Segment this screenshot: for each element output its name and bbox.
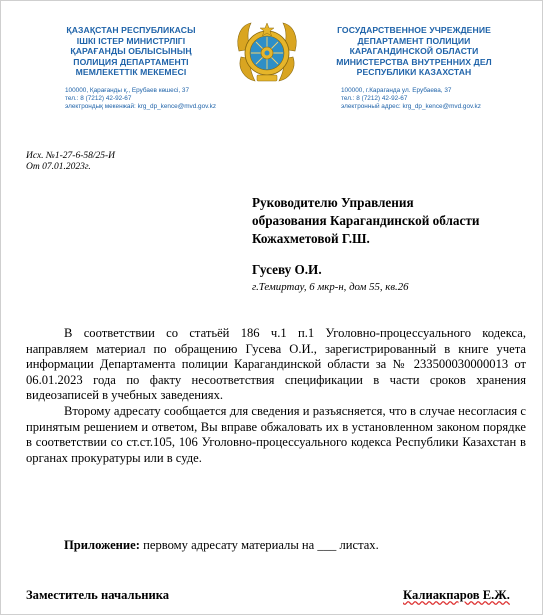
address-line: тел.: 8 (7212) 42-92-67 [341, 95, 408, 102]
address-line: тел.: 8 (7212) 42-92-67 [65, 95, 132, 102]
header-right-org [314, 25, 514, 78]
body-paragraph: Второму адресату сообщается для сведения и разъясняется, что в случае несогласия с принятым решением и ответом, Вы вправе обжаловать их в установленном законом порядке в соответствии со ст.ст.105, 106 Уголовно-процессуального кодекса Республики Казахстан в органах прокуратуры или в суде. [26, 403, 526, 465]
header-right-line: РЕСПУБЛИКИ КАЗАХСТАН [356, 67, 472, 78]
recipient-name: Гусеву О.И. [252, 262, 322, 277]
recipient-primary [252, 194, 479, 248]
address-line: электронный адрес: krg_dp_kence@mvd.gov.kz [341, 103, 481, 110]
signatory-name: Калиакпаров Е.Ж. [403, 588, 510, 602]
recipient-line: Кожахметовой Г.Ш. [252, 231, 370, 246]
header-left-org [31, 25, 231, 78]
header-right-address [341, 87, 481, 111]
address-line: 100000, г.Караганда ул. Ерубаева, 37 [341, 87, 452, 94]
header-left-line: ІШКІ ІСТЕР МИНИСТРЛІГІ [76, 35, 186, 46]
appendix-text: первому адресату материалы на ___ листах. [139, 538, 379, 552]
header-left-line: ҚАРАҒАНДЫ ОБЛЫСЫНЫҢ [70, 46, 192, 57]
letter-body [26, 326, 526, 466]
recipient-address: г.Темиртау, 6 мкр-н, дом 55, кв.26 [252, 281, 409, 293]
recipient-line: Руководителю Управления [252, 195, 414, 210]
header-left-address [65, 87, 216, 111]
recipient-line: образования Карагандинской области [252, 213, 480, 228]
reference-number: Исх. №1-27-6-58/25-И [26, 151, 116, 161]
header-right-line: МИНИСТЕРСТВА ВНУТРЕННИХ ДЕЛ [336, 56, 492, 67]
address-line: 100000, Қарағанды қ., Ерубаев көшесі, 37 [65, 87, 190, 94]
outgoing-reference [26, 151, 115, 173]
header-right-line: ДЕПАРТАМЕНТ ПОЛИЦИИ [357, 35, 471, 46]
header-left-line: ҚАЗАҚСТАН РЕСПУБЛИКАСЫ [66, 25, 196, 35]
header-left-line: МЕМЛЕКЕТТІК МЕКЕМЕСІ [75, 67, 187, 78]
header-right-line: КАРАГАНДИНСКОЙ ОБЛАСТИ [349, 46, 479, 57]
recipient-secondary [252, 261, 409, 294]
header-right-line: ГОСУДАРСТВЕННОЕ УЧРЕЖДЕНИЕ [337, 25, 491, 35]
signatory-title: Заместитель начальника [26, 588, 170, 602]
reference-date: От 07.01.2023г. [26, 162, 91, 172]
appendix-note [64, 538, 379, 553]
appendix-label: Приложение: [64, 538, 140, 552]
kazakhstan-emblem-icon [233, 17, 301, 89]
address-line: электрондық мекенжай: krg_dp_kence@mvd.gov.kz [65, 103, 217, 110]
body-paragraph: В соответствии со статьёй 186 ч.1 п.1 Уголовно-процессуального кодекса, направляем материал по обращению Гусева О.И., зарегистрированный в книге учета информации Департамента полиции Карагандинской области за № 233500030000013 от 06.01.2023 года по факту несоответствия спецификации в части сроков хранения видеозаписей в учебных заведениях. [26, 326, 526, 403]
header-left-line: ПОЛИЦИЯ ДЕПАРТАМЕНТІ [73, 56, 189, 67]
